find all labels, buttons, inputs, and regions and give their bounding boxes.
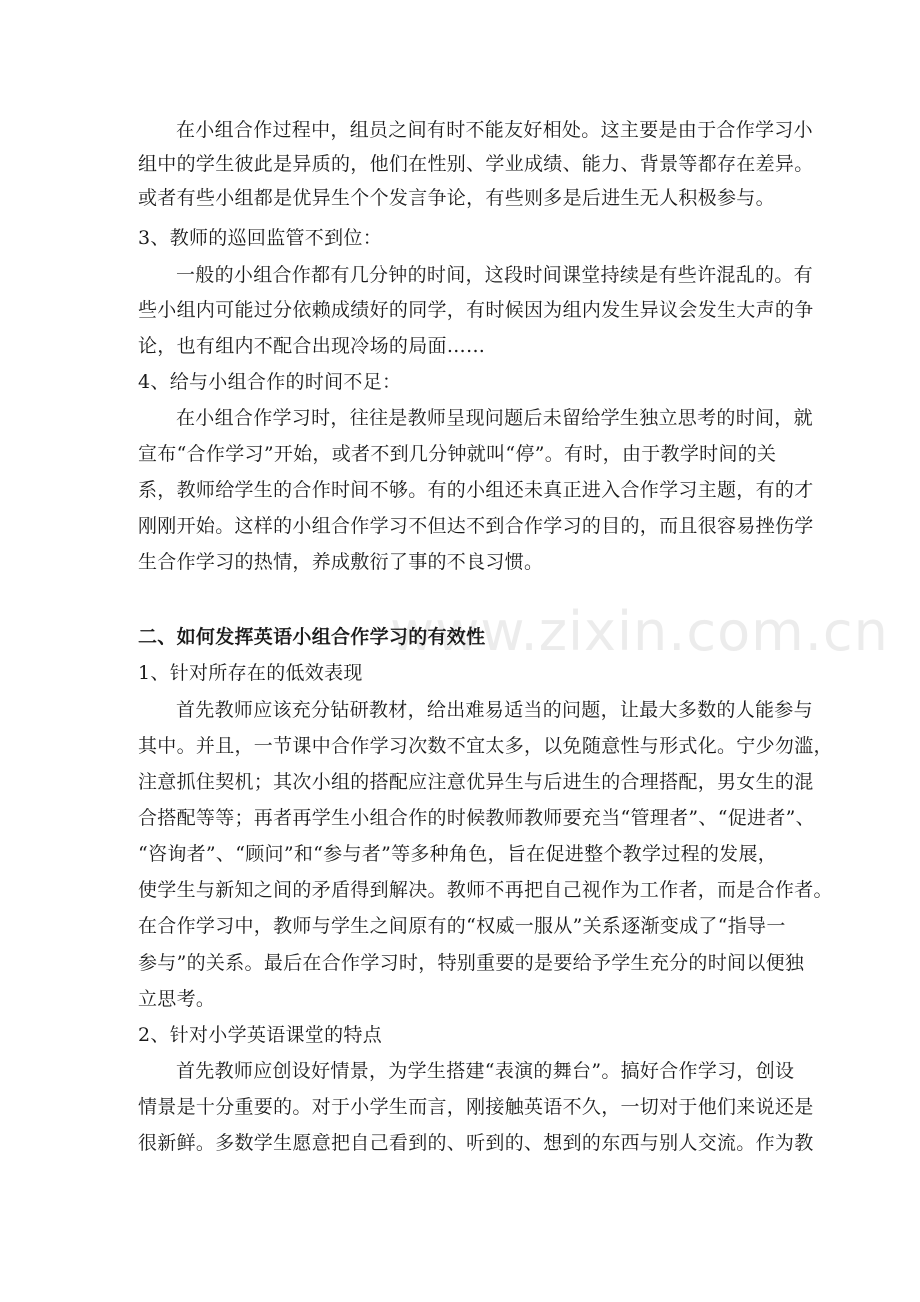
paragraph-line: 系，教师给学生的合作时间不够。有的小组还未真正进入合作学习主题，有的才 — [138, 479, 814, 501]
paragraph-line: 合搭配等等；再者再学生小组合作的时候教师教师要充当“管理者”、“促进者”、 — [138, 807, 815, 829]
paragraph-line: 生合作学习的热情，养成敷衍了事的不良习惯。 — [138, 551, 544, 573]
paragraph-line: 组中的学生彼此是异质的，他们在性别、学业成绩、能力、背景等都存在差异。 — [138, 153, 814, 175]
paragraph-line: 情景是十分重要的。对于小学生而言，刚接触英语不久，一切对于他们来说还是 — [138, 1096, 814, 1118]
chapter-heading: 二、如何发挥英语小组合作学习的有效性 — [138, 626, 486, 648]
paragraph-line: 在小组合作学习时，往往是教师呈现问题后未留给学生独立思考的时间，就 — [176, 407, 813, 429]
paragraph-line: 注意抓住契机；其次小组的搭配应注意优异生与后进生的合理搭配，男女生的混 — [138, 771, 814, 793]
paragraph-line: 论，也有组内不配合出现冷场的局面…... — [138, 335, 486, 357]
paragraph-line: 刚刚开始。这样的小组合作学习不但达不到合作学习的目的，而且很容易挫伤学 — [138, 515, 814, 537]
paragraph-line: 首先教师应创设好情景，为学生搭建“表演的舞台”。搞好合作学习，创设 — [176, 1060, 795, 1082]
paragraph-line: 立思考。 — [138, 988, 216, 1010]
paragraph-line: 很新鲜。多数学生愿意把自己看到的、听到的、想到的东西与别人交流。作为教 — [138, 1132, 814, 1154]
section-heading: 1、针对所存在的低效表现 — [138, 662, 363, 684]
paragraph-line: 宣布“合作学习”开始，或者不到几分钟就叫“停”。有时，由于教学时间的关 — [138, 443, 777, 465]
paragraph-line: 一般的小组合作都有几分钟的时间，这段时间课堂持续是有些许混乱的。有 — [176, 264, 813, 286]
watermark: www.zixin.com.cn — [390, 600, 889, 663]
paragraph-line: 些小组内可能过分依赖成绩好的同学，有时候因为组内发生异议会发生大声的争 — [138, 299, 814, 321]
paragraph-line: 参与”的关系。最后在合作学习时，特别重要的是要给予学生充分的时间以便独 — [138, 952, 805, 974]
paragraph-line: 其中。并且，一节课中合作学习次数不宜太多，以免随意性与形式化。宁少勿滥， — [138, 735, 833, 757]
section-heading: 2、针对小学英语课堂的特点 — [138, 1024, 382, 1046]
paragraph-line: “咨询者”、“顾问”和“参与者”等多种角色，旨在促进整个教学过程的发展， — [138, 843, 778, 865]
paragraph-line: 使学生与新知之间的矛盾得到解决。教师不再把自己视作为工作者，而是合作者。 — [138, 879, 833, 901]
paragraph-line: 首先教师应该充分钻研教材，给出难易适当的问题，让最大多数的人能参与 — [176, 699, 813, 721]
paragraph-line: 在合作学习中，教师与学生之间原有的“权威一服从”关系逐渐变成了“指导一 — [138, 915, 786, 937]
section-heading: 4、给与小组合作的时间不足： — [138, 371, 402, 393]
paragraph-line: 在小组合作过程中，组员之间有时不能友好相处。这主要是由于合作学习小 — [176, 119, 813, 141]
section-heading: 3、教师的巡回监管不到位： — [138, 227, 382, 249]
paragraph-line: 或者有些小组都是优异生个个发言争论，有些则多是后进生无人积极参与。 — [138, 187, 775, 209]
